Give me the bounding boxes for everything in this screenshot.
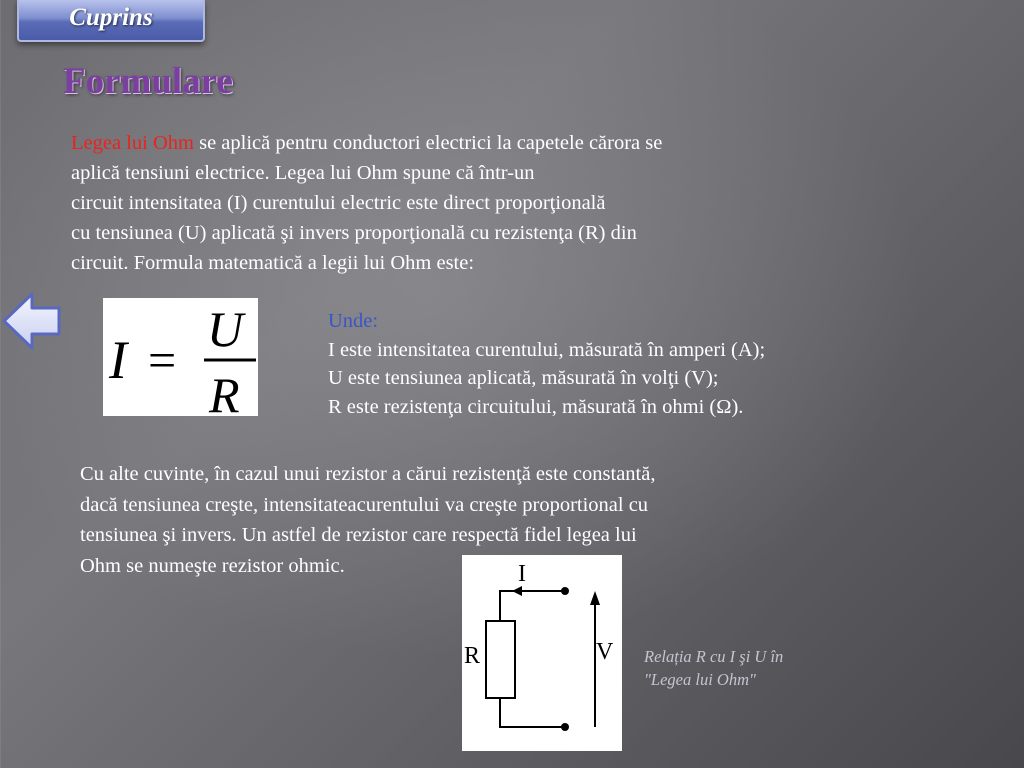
where-block (328, 307, 928, 421)
intro-line-1: se aplică pentru conductori electrici la capetele cărora se (193, 132, 663, 154)
bottom-terminal (561, 723, 569, 731)
slide-title: Formulare (63, 61, 233, 102)
formula-numerator: U (207, 301, 244, 357)
circuit-diagram (462, 555, 622, 751)
where-line-current: I este intensitatea curentului, măsurată în amperi (A); (328, 338, 766, 361)
conclusion-line-3: tensiunea şi invers. Un astfel de rezistor care respectă fidel legea lui (80, 524, 637, 546)
ohm-law-highlight: Legea lui Ohm (71, 132, 194, 154)
where-line-resistance: R este rezistenţa circuitului, măsurată în ohmi (Ω). (328, 395, 744, 418)
conclusion-line-2: dacă tensiunea creşte, intensitateacurentului va creşte proportional cu (80, 493, 649, 516)
diagram-caption: Relația R cu I şi U în "Legea lui Ohm" (644, 647, 784, 689)
current-arrowhead (512, 586, 522, 596)
resistor-symbol (486, 621, 515, 698)
formula-equals: = (148, 332, 177, 388)
intro-line-5: circuit. Formula matematică a legii lui Ohm este: (71, 252, 475, 274)
intro-line-4: cu tensiunea (U) aplicată şi invers proporţională cu rezistenţa (R) din (71, 222, 637, 244)
conclusion-paragraph (80, 459, 840, 581)
bottom-wire (500, 698, 565, 727)
conclusion-line-1: Cu alte cuvinte, în cazul unui rezistor a cărui rezistenţă este constantă, (80, 463, 656, 485)
resistor-label: R (464, 643, 481, 669)
ohm-formula-image (103, 298, 258, 416)
intro-line-2: aplică tensiuni electrice. Legea lui Ohm spune că într-un (71, 162, 535, 184)
back-arrow-icon[interactable] (1, 290, 63, 352)
where-heading: Unde: (328, 310, 379, 332)
cuprins-button[interactable] (17, 0, 205, 42)
where-line-voltage: U este tensiunea aplicată, măsurată în volţi (V); (328, 367, 719, 389)
intro-paragraph (71, 128, 841, 278)
current-label: I (518, 561, 526, 587)
voltage-label: V (596, 639, 614, 665)
top-terminal (561, 587, 569, 595)
formula-denominator: R (209, 367, 240, 416)
cuprins-label: Cuprins (69, 4, 153, 31)
voltage-arrowhead (590, 591, 600, 605)
intro-line-3: circuit intensitatea (I) curentului electric este direct proporţională (71, 192, 606, 214)
formula-lhs: I (109, 330, 127, 390)
top-wire (500, 591, 565, 621)
conclusion-line-4: Ohm se numeşte rezistor ohmic. (80, 554, 345, 577)
